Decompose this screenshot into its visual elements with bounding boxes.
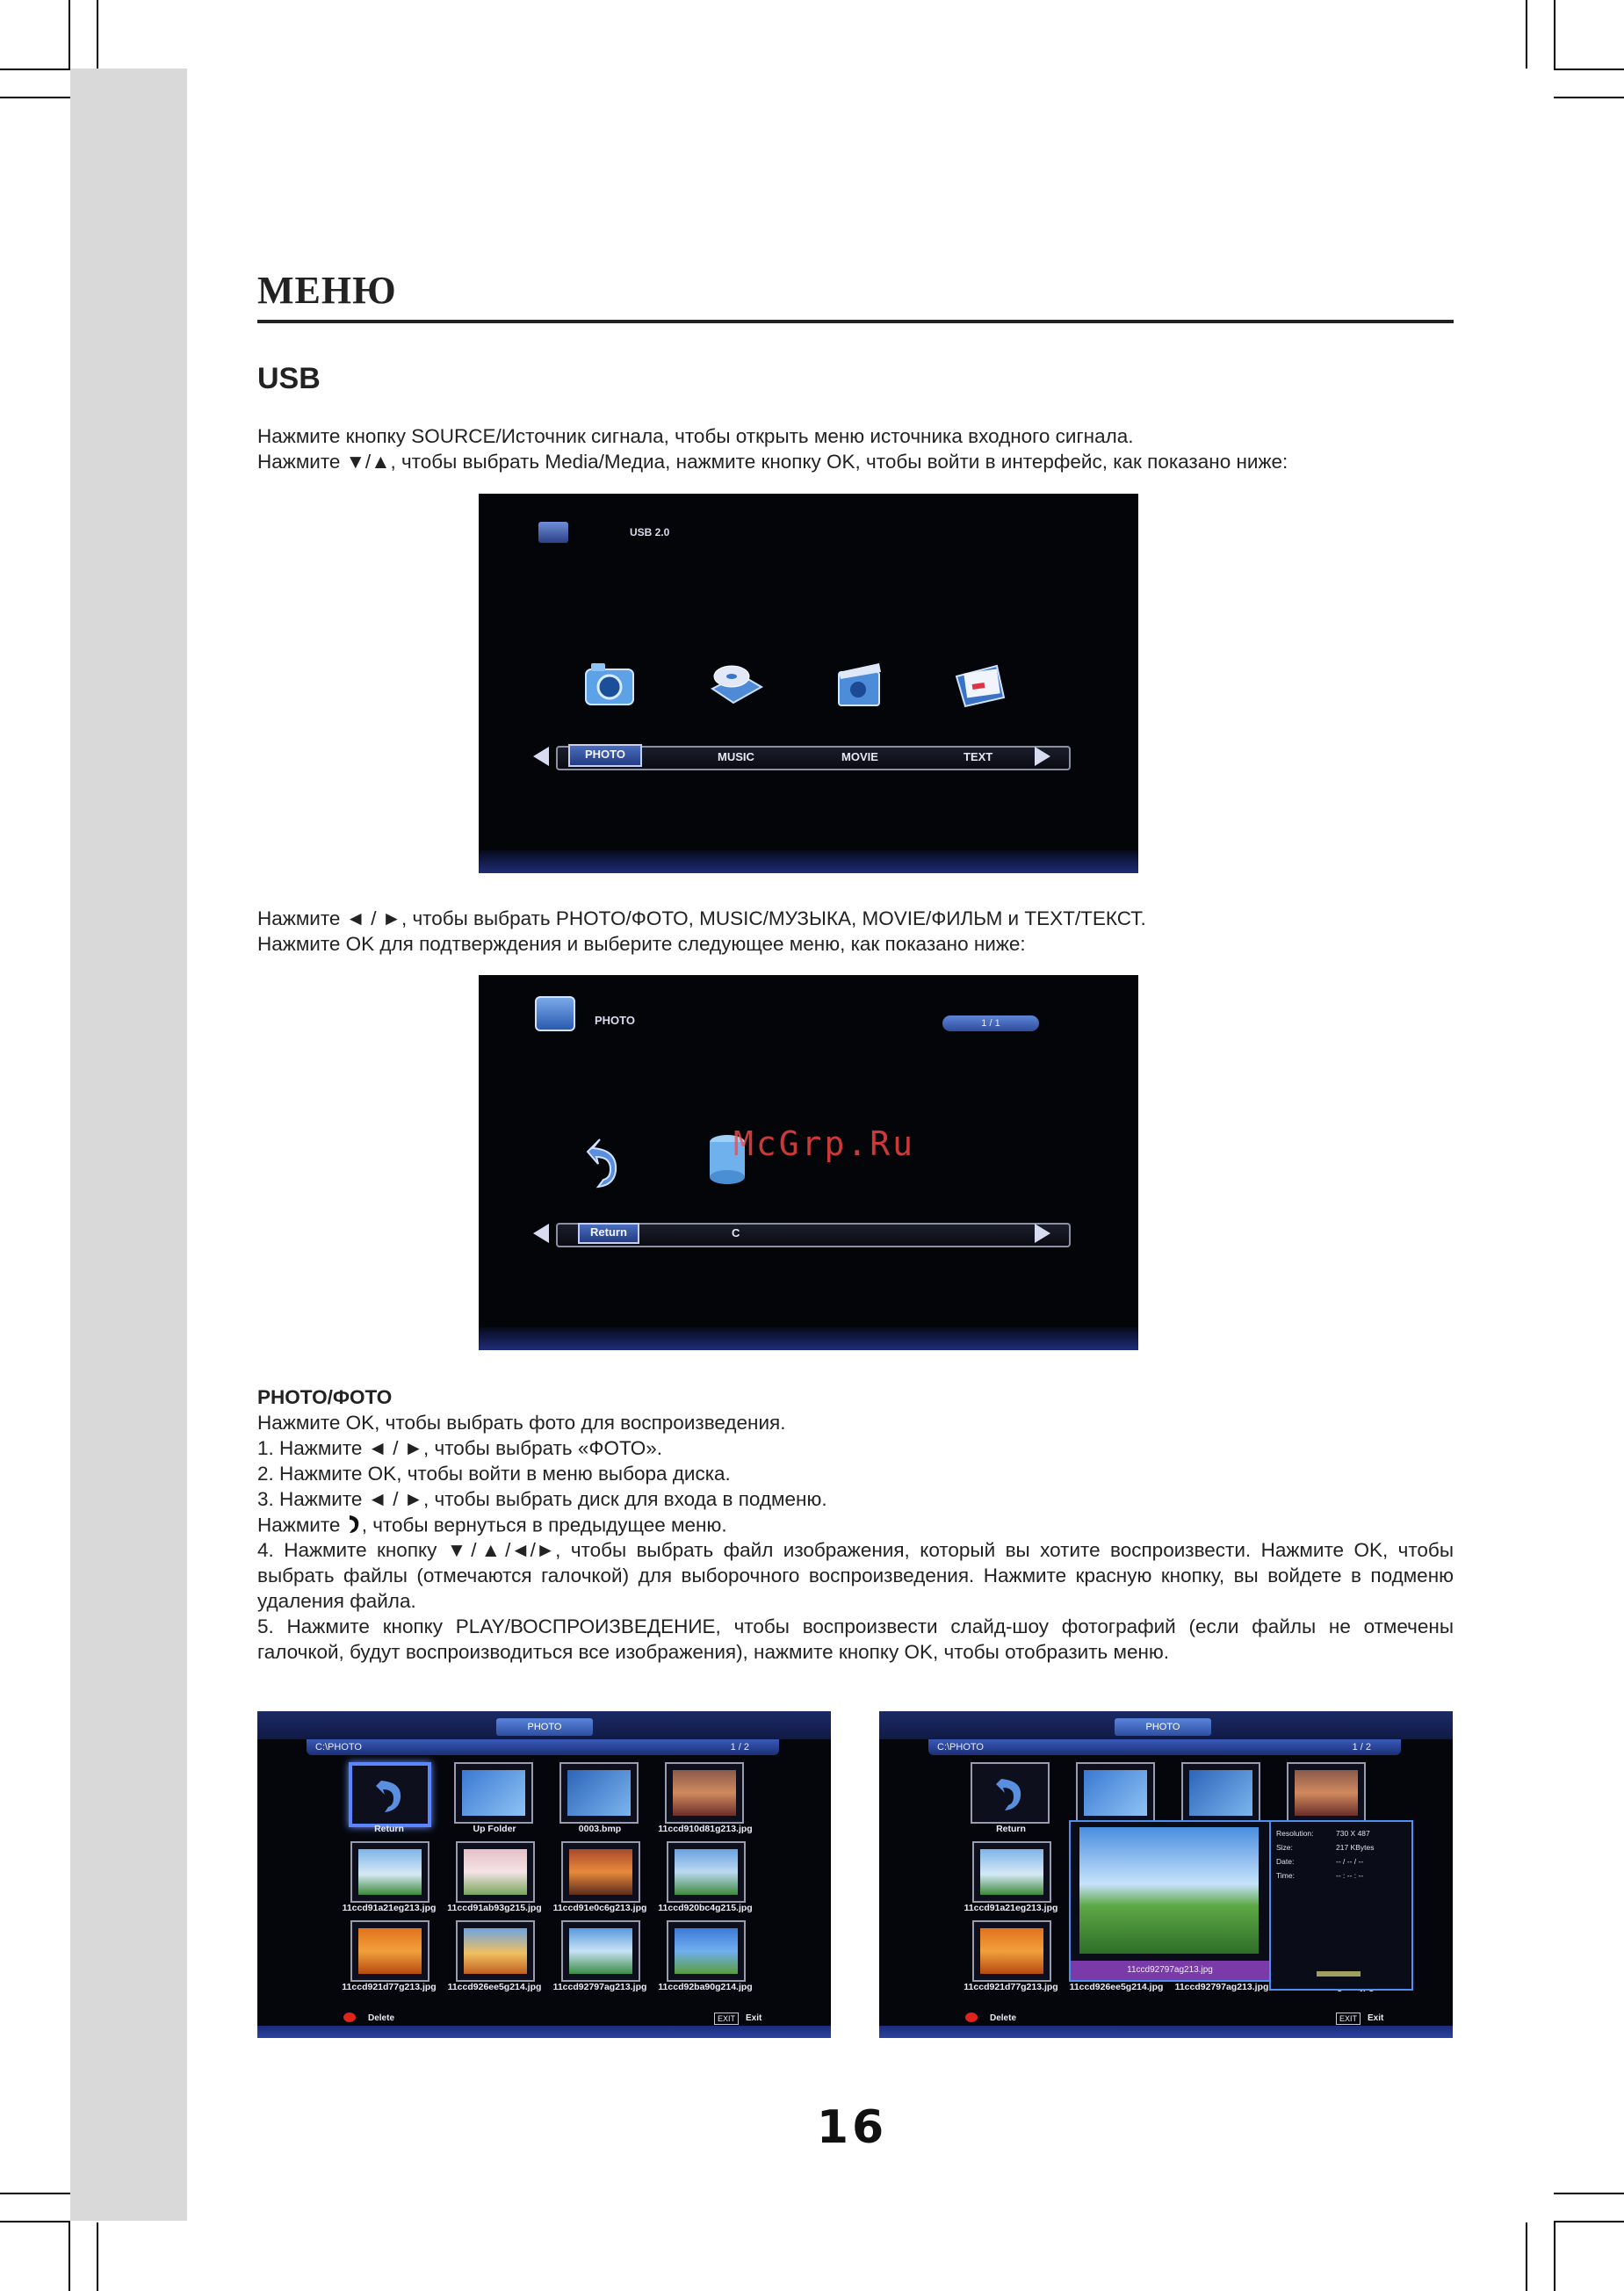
section-title: USB [257, 362, 321, 395]
photo-camera-icon [535, 996, 575, 1031]
page-heading: МЕНЮ [257, 269, 397, 312]
arrow-left-icon[interactable] [533, 1224, 549, 1243]
photo-line: Нажмите OK, чтобы выбрать фото для воспроизведения. [257, 1412, 786, 1434]
image-thumbnail [673, 1770, 736, 1816]
file-caption: Return [374, 1824, 404, 1834]
return-line-pre: Нажмите [257, 1514, 341, 1536]
crop-mark [69, 0, 70, 69]
file-thumb[interactable] [561, 1841, 640, 1903]
crop-mark [1526, 0, 1527, 69]
text-folder-icon[interactable] [953, 657, 1009, 710]
file-thumb[interactable] [1076, 1762, 1155, 1824]
photo-step-5: 5. Нажмите кнопку PLAY/ВОСПРОИЗВЕДЕНИЕ, чтобы воспроизвести слайд-шоу фотографий (если файлы не отмечены галочкой, будут воспроизводиться все изображения), нажмите кнопку OK, чтобы отобразить меню. [257, 1615, 1454, 1663]
file-caption: 11ccd926ee5g214.jpg [1069, 1982, 1164, 1992]
file-thumb[interactable] [972, 1920, 1051, 1982]
file-thumb[interactable] [350, 1841, 429, 1903]
file-thumb[interactable] [972, 1841, 1051, 1903]
photo-line: 3. Нажмите ◄ / ►, чтобы выбрать диск для входа в подменю. [257, 1488, 827, 1510]
photo-browser-preview [879, 1711, 1453, 2038]
photo-section-title: PHOTO/ФОТО [257, 1386, 393, 1408]
exit-key[interactable]: EXIT [714, 2013, 739, 2025]
info-label: Time: [1276, 1871, 1295, 1880]
image-thumbnail [980, 1928, 1043, 1974]
menu-item-photo[interactable]: PHOTO [568, 744, 642, 767]
folder-icon [1084, 1770, 1147, 1816]
info-value: 217 KBytes [1336, 1843, 1375, 1852]
file-caption: 11ccd91ab93g215.jpg [447, 1903, 542, 1913]
image-thumbnail [464, 1928, 527, 1974]
image-thumbnail [358, 1849, 422, 1895]
page-number: 16 [816, 2101, 888, 2154]
image-thumbnail [1295, 1770, 1358, 1816]
preview-filename: 11ccd92797ag213.jpg [1071, 1961, 1269, 1980]
heading-rule [257, 320, 1454, 323]
photo-line: 2. Нажмите OK, чтобы войти в меню выбора диска. [257, 1463, 731, 1485]
crop-mark [1554, 2221, 1624, 2222]
browser-pager: 1 / 2 [730, 1742, 749, 1753]
return-arrow-icon[interactable] [586, 1129, 624, 1190]
info-label: Resolution: [1276, 1829, 1314, 1838]
exit-key[interactable]: EXIT [1336, 2013, 1361, 2025]
file-caption: 11ccd92797ag213.jpg [1174, 1982, 1269, 1992]
arrow-right-icon[interactable] [1035, 747, 1050, 766]
intro-text [257, 423, 1288, 474]
photo-para-5 [257, 1614, 1454, 1665]
intro-line-2: Нажмите ▼/▲, чтобы выбрать Media/Медиа, нажмите кнопку OK, чтобы войти в интерфейс, как показано ниже: [257, 451, 1288, 473]
middle-line-1: Нажмите ◄ / ►, чтобы выбрать PHOTO/ФОТО, MUSIC/МУЗЫКА, MOVIE/ФИЛЬМ и TEXT/ТЕКСТ. [257, 907, 1146, 929]
photo-para-4 [257, 1537, 1454, 1614]
red-button-icon [965, 2013, 978, 2022]
red-button-icon [343, 2013, 356, 2022]
photo-title: PHOTO [595, 1014, 635, 1027]
arrow-left-icon[interactable] [533, 747, 549, 766]
return-line-post: , чтобы вернуться в предыдущее меню. [361, 1514, 727, 1536]
file-thumb[interactable] [971, 1762, 1050, 1824]
info-label: Date: [1276, 1857, 1295, 1866]
exit-label[interactable]: Exit [746, 2013, 762, 2023]
movie-clapper-icon[interactable] [832, 656, 886, 711]
usb-title: USB 2.0 [630, 526, 670, 538]
photo-line: 1. Нажмите ◄ / ►, чтобы выбрать «ФОТО». [257, 1437, 663, 1459]
file-caption: 11ccd91a21eg213.jpg [342, 1903, 437, 1913]
file-thumb[interactable] [1181, 1762, 1260, 1824]
image-thumbnail [980, 1849, 1043, 1895]
file-thumb[interactable] [559, 1762, 639, 1824]
file-thumb[interactable] [667, 1920, 746, 1982]
browser-path-bar [928, 1739, 1401, 1755]
file-caption: 11ccd91a21eg213.jpg [964, 1903, 1058, 1913]
file-thumb[interactable] [456, 1920, 535, 1982]
info-label: Size: [1276, 1843, 1293, 1852]
return-arrow-icon [358, 1772, 422, 1818]
info-value: 730 X 487 [1336, 1829, 1370, 1838]
crop-mark [1554, 97, 1624, 98]
usb-media-screen [479, 494, 1138, 873]
file-caption: 11ccd910d81g213.jpg [658, 1824, 753, 1834]
screen-bottom-glow [479, 1327, 1138, 1350]
return-arrow-icon [978, 1770, 1042, 1816]
delete-label[interactable]: Delete [368, 2013, 395, 2023]
screen-bottom-glow [479, 850, 1138, 873]
browser-path: C:\PHOTO [937, 1742, 984, 1753]
image-file-icon [1189, 1770, 1252, 1816]
exit-label[interactable]: Exit [1368, 2013, 1384, 2023]
file-thumb[interactable] [456, 1841, 535, 1903]
file-caption: Return [996, 1824, 1026, 1834]
file-caption: 11ccd921d77g213.jpg [342, 1982, 437, 1992]
file-caption: 0003.bmp [578, 1824, 622, 1834]
menu-item-return[interactable]: Return [578, 1223, 639, 1244]
file-thumb[interactable] [454, 1762, 533, 1824]
folder-icon [462, 1770, 525, 1816]
arrow-right-icon[interactable] [1035, 1224, 1050, 1243]
file-thumb[interactable] [561, 1920, 640, 1982]
info-value: -- / -- / -- [1336, 1857, 1364, 1866]
delete-label[interactable]: Delete [990, 2013, 1017, 2023]
image-thumbnail [675, 1849, 738, 1895]
crop-mark [0, 69, 70, 70]
crop-mark [0, 2193, 70, 2194]
crop-mark [0, 2221, 70, 2222]
file-caption: 11ccd92ba90g214.jpg [658, 1982, 753, 1992]
file-caption: 11ccd921d77g213.jpg [964, 1982, 1058, 1992]
browser-tab-photo[interactable]: PHOTO [496, 1718, 593, 1736]
info-progress-bar [1317, 1971, 1361, 1977]
browser-bottom-bar [879, 2026, 1453, 2038]
image-preview-panel [1069, 1820, 1271, 1982]
image-thumbnail [464, 1849, 527, 1895]
middle-text [257, 906, 1146, 957]
music-disc-icon[interactable] [705, 654, 767, 712]
photo-browser-grid [257, 1711, 831, 2038]
menu-item-drive-c[interactable]: C [732, 1226, 740, 1239]
menu-item-music[interactable]: MUSIC [718, 750, 754, 763]
crop-mark [0, 97, 70, 98]
image-file-icon [567, 1770, 631, 1816]
menu-item-movie[interactable]: MOVIE [841, 750, 878, 763]
browser-tab-photo[interactable]: PHOTO [1115, 1718, 1211, 1736]
intro-line-1: Нажмите кнопку SOURCE/Источник сигнала, чтобы открыть меню источника входного сигнала. [257, 425, 1134, 447]
file-caption: 11ccd92797ag213.jpg [552, 1982, 647, 1992]
browser-path-bar [307, 1739, 779, 1755]
crop-mark [1554, 69, 1624, 70]
side-gray-strip [70, 69, 187, 2221]
pager-badge: 1 / 1 [942, 1015, 1039, 1031]
file-caption: 11ccd920bc4g215.jpg [658, 1903, 753, 1913]
file-thumb[interactable] [667, 1841, 746, 1903]
crop-mark [97, 2222, 98, 2291]
file-thumb[interactable] [1287, 1762, 1366, 1824]
photo-step-4: 4. Нажмите кнопку ▼/▲/◄/►, чтобы выбрать файл изображения, который вы хотите воспроизвести. Нажмите OK, чтобы выбрать файлы (отмечаются галочкой) для выборочного воспроизведения. Нажмите красную кнопку, вы войдете в подменю удаления файла. [257, 1539, 1454, 1612]
crop-mark [1526, 2222, 1527, 2291]
browser-bottom-bar [257, 2026, 831, 2038]
middle-line-2: Нажмите OK для подтверждения и выберите следующее меню, как показано ниже: [257, 933, 1026, 955]
usb-icon [538, 522, 568, 543]
file-caption: Up Folder [473, 1824, 516, 1834]
file-thumb[interactable] [350, 1920, 429, 1982]
menu-item-text[interactable]: TEXT [964, 750, 993, 763]
crop-mark [69, 2222, 70, 2291]
image-info-panel [1269, 1820, 1413, 1991]
crop-mark [1554, 2222, 1555, 2291]
crop-mark [97, 0, 98, 69]
watermark: McGrp.Ru [733, 1124, 916, 1163]
image-thumbnail [675, 1928, 738, 1974]
file-caption: 11ccd91e0c6g213.jpg [552, 1903, 647, 1913]
file-thumb[interactable] [665, 1762, 744, 1824]
file-caption: 11ccd926ee5g214.jpg [447, 1982, 542, 1992]
preview-image [1079, 1827, 1259, 1954]
image-thumbnail [569, 1849, 632, 1895]
browser-path: C:\PHOTO [315, 1742, 362, 1753]
camera-icon[interactable] [582, 659, 637, 710]
info-value: -- : -- : -- [1336, 1871, 1364, 1880]
crop-mark [1554, 2193, 1624, 2194]
image-thumbnail [358, 1928, 422, 1974]
file-thumb[interactable] [349, 1762, 431, 1827]
crop-mark [1554, 0, 1555, 69]
browser-pager: 1 / 2 [1352, 1742, 1371, 1753]
image-thumbnail [569, 1928, 632, 1974]
photo-section-text [257, 1384, 827, 1541]
